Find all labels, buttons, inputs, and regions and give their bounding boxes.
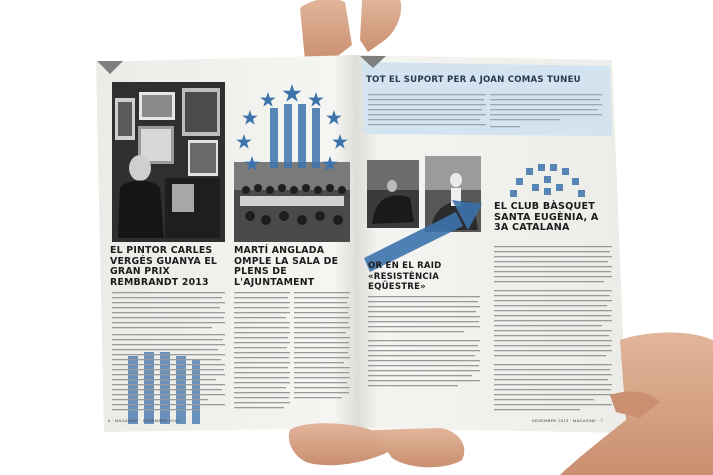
left-page-footer: 6 · MAGAZINE · DESEMBRE 2013 (108, 418, 180, 423)
hand-bottom-center (372, 428, 464, 467)
headline-raid-line-1: OR EN EL RAID (368, 261, 442, 271)
headline-basket: EL CLUB BÀSQUET SANTA EUGÈNIA, A 3A CATALANA (494, 201, 599, 234)
hand-bottom-left (289, 423, 392, 465)
headline-raid-line-2: «RESISTÈNCIA EQÜESTRE» (368, 272, 440, 292)
hand-top-right (360, 0, 401, 52)
hand-top-left (300, 0, 352, 62)
headline-support: TOT EL SUPORT PER A JOAN COMAS TUNEU (366, 75, 581, 85)
right-page-footer: DESEMBRE 2013 · MAGAZINE · 7 (532, 418, 604, 423)
headline-painter: EL PINTOR CARLES VERGÉS GUANYA EL GRAN PRIX REMBRANDT 2013 (110, 245, 218, 288)
headline-marti: MARTÍ ANGLADA OMPLE LA SALA DE PLENS DE L'AJUNTAMENT (234, 245, 339, 288)
